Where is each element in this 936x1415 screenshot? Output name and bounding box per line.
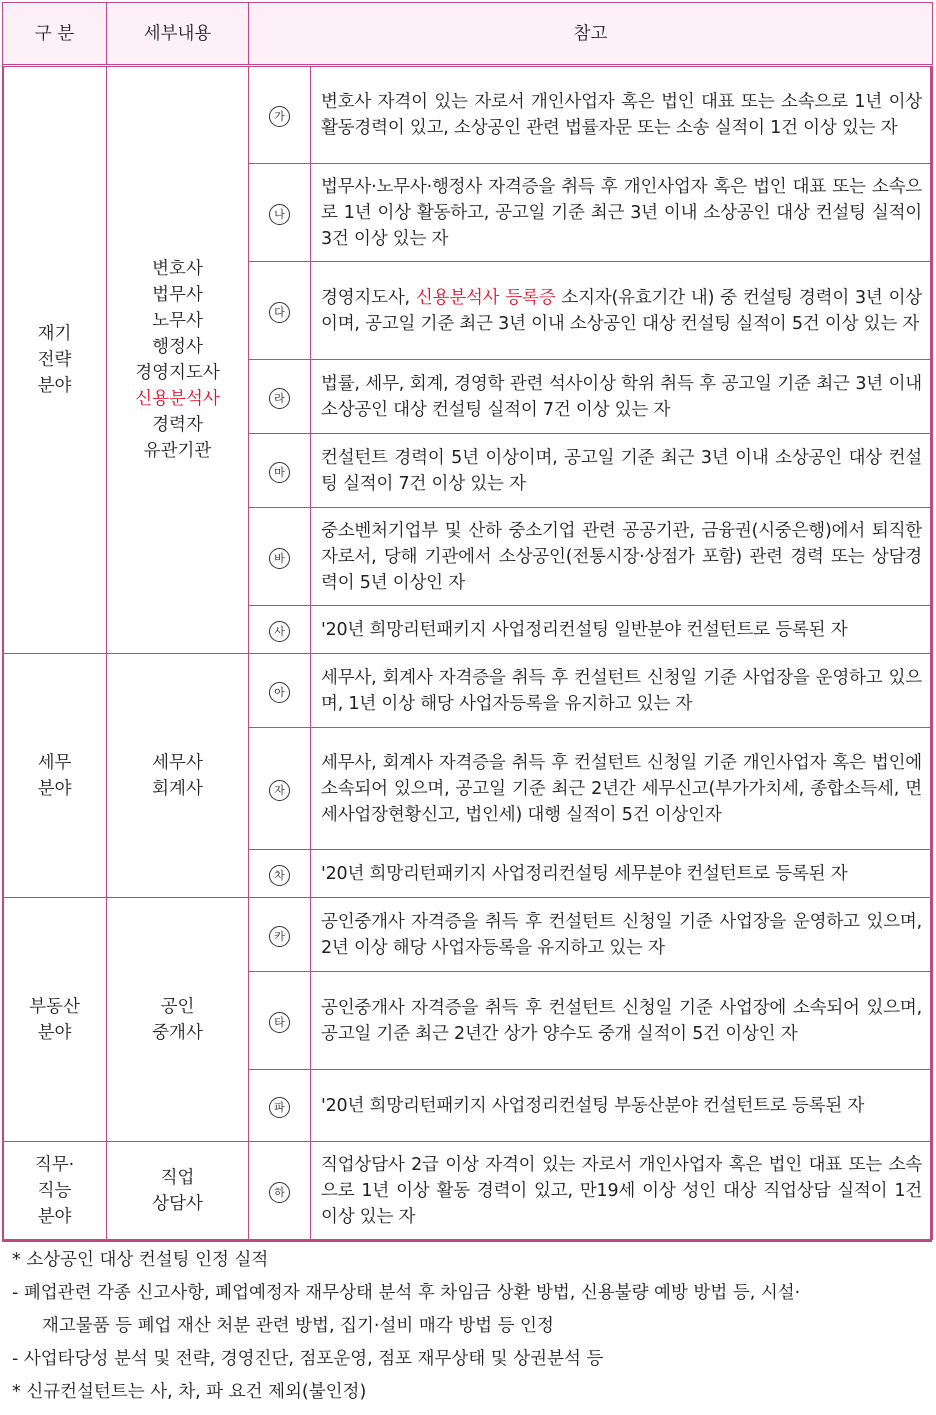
item-marker-cell (249, 972, 311, 1070)
item-marker-cell (249, 850, 311, 898)
item-marker-cell (249, 434, 311, 508)
requirement-text: 공인중개사 자격증을 취득 후 컨설턴트 신청일 기준 사업장에 소속되어 있으며, 공고일 기준 최근 2년간 상가 양수도 중개 실적이 5건 이상인 자 (311, 972, 933, 1070)
detail-label: 중개사 (152, 1022, 203, 1043)
requirement-text (311, 262, 933, 360)
category-cell (3, 898, 107, 1142)
circled-marker: 아 (269, 682, 290, 703)
detail-label: 직업 (160, 1167, 195, 1188)
circled-marker: 타 (269, 1012, 290, 1033)
circled-marker: 마 (269, 462, 290, 483)
footnote-line: - 사업타당성 분석 및 전략, 경영진단, 점포운영, 점포 재무상태 및 상권분석 등 (12, 1349, 604, 1369)
detail-label: 유관기관 (143, 441, 212, 461)
detail-label: 공인 (160, 996, 195, 1017)
footnote-line: 재고물품 등 폐업 재산 처분 관련 방법, 집기·설비 매각 방법 등 인정 (42, 1316, 554, 1336)
detail-cell (107, 66, 249, 654)
detail-label: 경영지도사 (135, 363, 220, 383)
highlighted-term: 신용분석사 등록증 (415, 287, 556, 308)
category-cell (3, 1142, 107, 1240)
category-label: 분야 (37, 1206, 72, 1227)
circled-marker: 자 (269, 780, 290, 801)
footnote-line: - 폐업관련 각종 신고사항, 폐업예정자 재무상태 분석 후 차임금 상환 방법, 신용불량 예방 방법 등, 시설· (12, 1283, 801, 1303)
requirement-text: 직업상담사 2급 이상 자격이 있는 자로서 개인사업자 혹은 법인 대표 또는 소속으로 1년 이상 활동 경력이 있고, 만19세 이상 성인 대상 직업상담 실적이 1건 이상 있는 자 (311, 1142, 933, 1240)
item-marker-cell (249, 66, 311, 164)
circled-marker: 가 (269, 106, 290, 127)
category-label: 분야 (37, 778, 72, 799)
detail-label: 상담사 (152, 1193, 203, 1214)
requirement-text: 세무사, 회계사 자격증을 취득 후 컨설턴트 신청일 기준 개인사업자 혹은 법인에 소속되어 있으며, 공고일 기준 최근 2년간 세무신고(부가가치세, 종합소득세, 면세사업장현황신고, 법인세) 대행 실적이 5건 이상인자 (311, 728, 933, 850)
requirement-text: 세무사, 회계사 자격증을 취득 후 컨설턴트 신청일 기준 사업장을 운영하고 있으며, 1년 이상 해당 사업자등록을 유지하고 있는 자 (311, 654, 933, 728)
category-cell (3, 66, 107, 654)
detail-label: 노무사 (152, 311, 203, 331)
detail-label: 세무사 (152, 752, 203, 773)
requirement-prefix: 경영지도사, (321, 287, 416, 308)
detail-cell (107, 898, 249, 1142)
requirement-text: 컨설턴트 경력이 5년 이상이며, 공고일 기준 최근 3년 이내 소상공인 대상 컨설팅 실적이 7건 이상 있는 자 (311, 434, 933, 508)
detail-label: 행정사 (152, 337, 203, 357)
item-marker-cell (249, 898, 311, 972)
header-row (3, 3, 933, 66)
category-cell (3, 654, 107, 898)
criteria-table (2, 2, 933, 1240)
circled-marker: 나 (269, 204, 290, 225)
header-detail: 세부내용 (107, 3, 249, 66)
category-label: 분야 (37, 1022, 72, 1043)
table-row (3, 898, 933, 972)
requirement-text: '20년 희망리턴패키지 사업정리컨설팅 세무분야 컨설턴트로 등록된 자 (311, 850, 933, 898)
item-marker-cell (249, 728, 311, 850)
requirement-text: 법무사·노무사·행정사 자격증을 취득 후 개인사업자 혹은 법인 대표 또는 소속으로 1년 이상 활동하고, 공고일 기준 최근 3년 이내 소상공인 대상 컨설팅 실적이 3건 이상 있는 자 (311, 164, 933, 262)
footnote-line: * 소상공인 대상 컨설팅 인정 실적 (12, 1250, 269, 1270)
category-label: 부동산 (29, 996, 80, 1017)
item-marker-cell (249, 360, 311, 434)
category-label: 세무 (37, 752, 72, 773)
category-label: 직능 (37, 1180, 72, 1201)
requirement-text: 중소벤처기업부 및 산하 중소기업 관련 공공기관, 금융권(시중은행)에서 퇴직한 자로서, 당해 기관에서 소상공인(전통시장·상점가 포함) 관련 경력 또는 상담경력이 5년 이상인 자 (311, 508, 933, 606)
category-label: 전략 (37, 350, 72, 370)
header-reference: 참고 (249, 3, 933, 66)
circled-marker: 사 (269, 621, 290, 642)
circled-marker: 바 (269, 548, 290, 569)
detail-label: 회계사 (152, 778, 203, 799)
item-marker-cell (249, 262, 311, 360)
detail-label: 경력자 (152, 415, 203, 435)
circled-marker: 하 (269, 1182, 290, 1203)
circled-marker: 차 (269, 865, 290, 886)
category-label: 재기 (37, 324, 72, 344)
circled-marker: 파 (269, 1097, 290, 1118)
item-marker-cell (249, 606, 311, 654)
requirement-text: 공인중개사 자격증을 취득 후 컨설턴트 신청일 기준 사업장을 운영하고 있으며, 2년 이상 해당 사업자등록을 유지하고 있는 자 (311, 898, 933, 972)
requirement-text: '20년 희망리턴패키지 사업정리컨설팅 일반분야 컨설턴트로 등록된 자 (311, 606, 933, 654)
circled-marker: 카 (269, 926, 290, 947)
category-label: 직무· (34, 1154, 75, 1175)
item-marker-cell (249, 1142, 311, 1240)
table-row (3, 654, 933, 728)
detail-cell (107, 1142, 249, 1240)
footnotes (12, 1244, 924, 1409)
requirement-body: 소지자(유효기간 내) 중 컨설팅 경력이 3년 이상이며, 공고일 기준 최근 3년 이내 소상공인 대상 컨설팅 실적이 5건 이상 있는 자 (321, 287, 922, 334)
detail-label: 신용분석사 (135, 389, 220, 409)
category-label: 분야 (37, 376, 72, 396)
requirement-text: '20년 희망리턴패키지 사업정리컨설팅 부동산분야 컨설턴트로 등록된 자 (311, 1070, 933, 1142)
requirement-text: 변호사 자격이 있는 자로서 개인사업자 혹은 법인 대표 또는 소속으로 1년 이상 활동경력이 있고, 소상공인 관련 법률자문 또는 소송 실적이 1건 이상 있는 자 (311, 66, 933, 164)
requirement-text: 법률, 세무, 회계, 경영학 관련 석사이상 학위 취득 후 공고일 기준 최근 3년 이내 소상공인 대상 컨설팅 실적이 7건 이상 있는 자 (311, 360, 933, 434)
table-row (3, 1142, 933, 1240)
item-marker-cell (249, 654, 311, 728)
footnote-line: * 신규컨설턴트는 사, 차, 파 요건 제외(불인정) (12, 1382, 367, 1402)
detail-label: 법무사 (152, 285, 203, 305)
circled-marker: 다 (269, 302, 290, 323)
table-row (3, 66, 933, 164)
item-marker-cell (249, 1070, 311, 1142)
circled-marker: 라 (269, 388, 290, 409)
detail-label: 변호사 (152, 259, 203, 279)
header-category: 구 분 (3, 3, 107, 66)
item-marker-cell (249, 164, 311, 262)
item-marker-cell (249, 508, 311, 606)
detail-cell (107, 654, 249, 898)
